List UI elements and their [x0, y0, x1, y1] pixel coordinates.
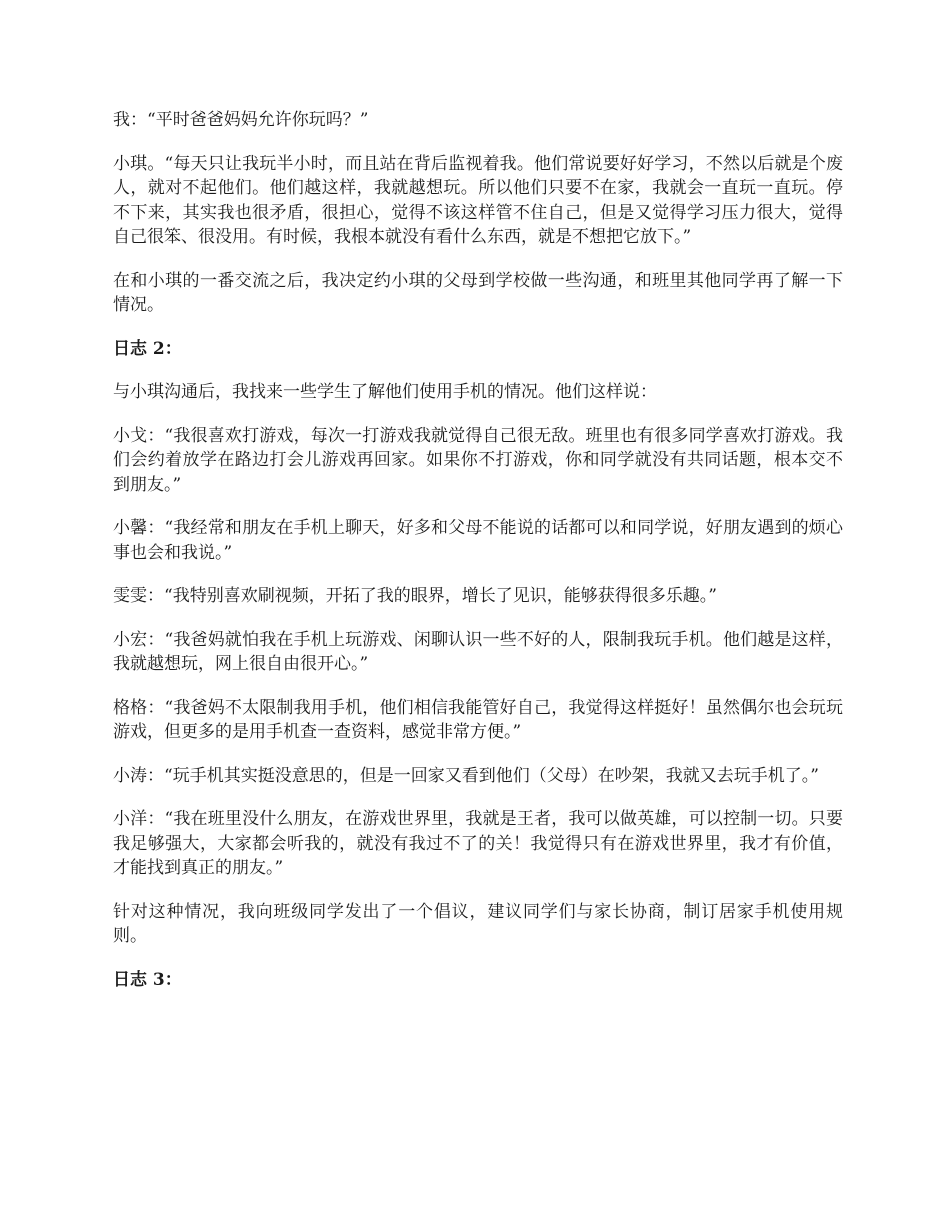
- paragraph: 小馨：“我经常和朋友在手机上聊天，好多和父母不能说的话都可以和同学说，好朋友遇到的烦心事也会和我说。”: [113, 518, 843, 563]
- paragraph: 小宏：“我爸妈就怕我在手机上玩游戏、闲聊认识一些不好的人，限制我玩手机。他们越是这样，我就越想玩，网上很自由很开心。”: [113, 629, 843, 674]
- section-heading: 日志 2：: [113, 338, 182, 359]
- paragraph: 小琪。“每天只让我玩半小时，而且站在背后监视着我。他们常说要好好学习，不然以后就是个废人，就对不起他们。他们越这样，我就越想玩。所以他们只要不在家，我就会一直玩一直玩。停不下来，其实我也很矛盾，很担心，觉得不该这样管不住自己，但是又觉得学习压力很大，觉得自己很笨、很没用。有时候，我根本就没有看什么东西，就是不想把它放下。”: [113, 153, 843, 247]
- paragraph: 与小琪沟通后，我找来一些学生了解他们使用手机的情况。他们这样说：: [113, 382, 657, 402]
- paragraph: 针对这种情况，我向班级同学发出了一个倡议，建议同学们与家长协商，制订居家手机使用规则。: [113, 901, 843, 946]
- paragraph: 小洋：“我在班里没什么朋友，在游戏世界里，我就是王者，我可以做英雄，可以控制一切。只要我足够强大，大家都会听我的，就没有我过不了的关！我觉得只有在游戏世界里，我才有价值，才能找到真正的朋友。”: [113, 809, 843, 878]
- paragraph: 小涛：“玩手机其实挺没意思的，但是一回家又看到他们（父母）在吵架，我就又去玩手机了。”: [113, 765, 819, 786]
- section-heading: 日志 3：: [113, 969, 182, 990]
- paragraph: 我：“平时爸爸妈妈允许你玩吗？”: [113, 110, 369, 130]
- paragraph: 雯雯：“我特别喜欢刷视频，开拓了我的眼界，增长了见识，能够获得很多乐趣。”: [113, 586, 717, 606]
- document-body: [113, 108, 843, 1011]
- paragraph: 小戈：“我很喜欢打游戏，每次一打游戏我就觉得自己很无敌。班里也有很多同学喜欢打游戏。我们会约着放学在路边打会儿游戏再回家。如果你不打游戏，你和同学就没有共同话题，根本交不到朋友。”: [113, 425, 843, 495]
- paragraph: 格格：“我爸妈不太限制我用手机，他们相信我能管好自己，我觉得这样挺好！虽然偶尔也会玩玩游戏，但更多的是用手机查一查资料，感觉非常方便。”: [113, 697, 843, 742]
- paragraph: 在和小琪的一番交流之后，我决定约小琪的父母到学校做一些沟通，和班里其他同学再了解一下情况。: [113, 270, 843, 315]
